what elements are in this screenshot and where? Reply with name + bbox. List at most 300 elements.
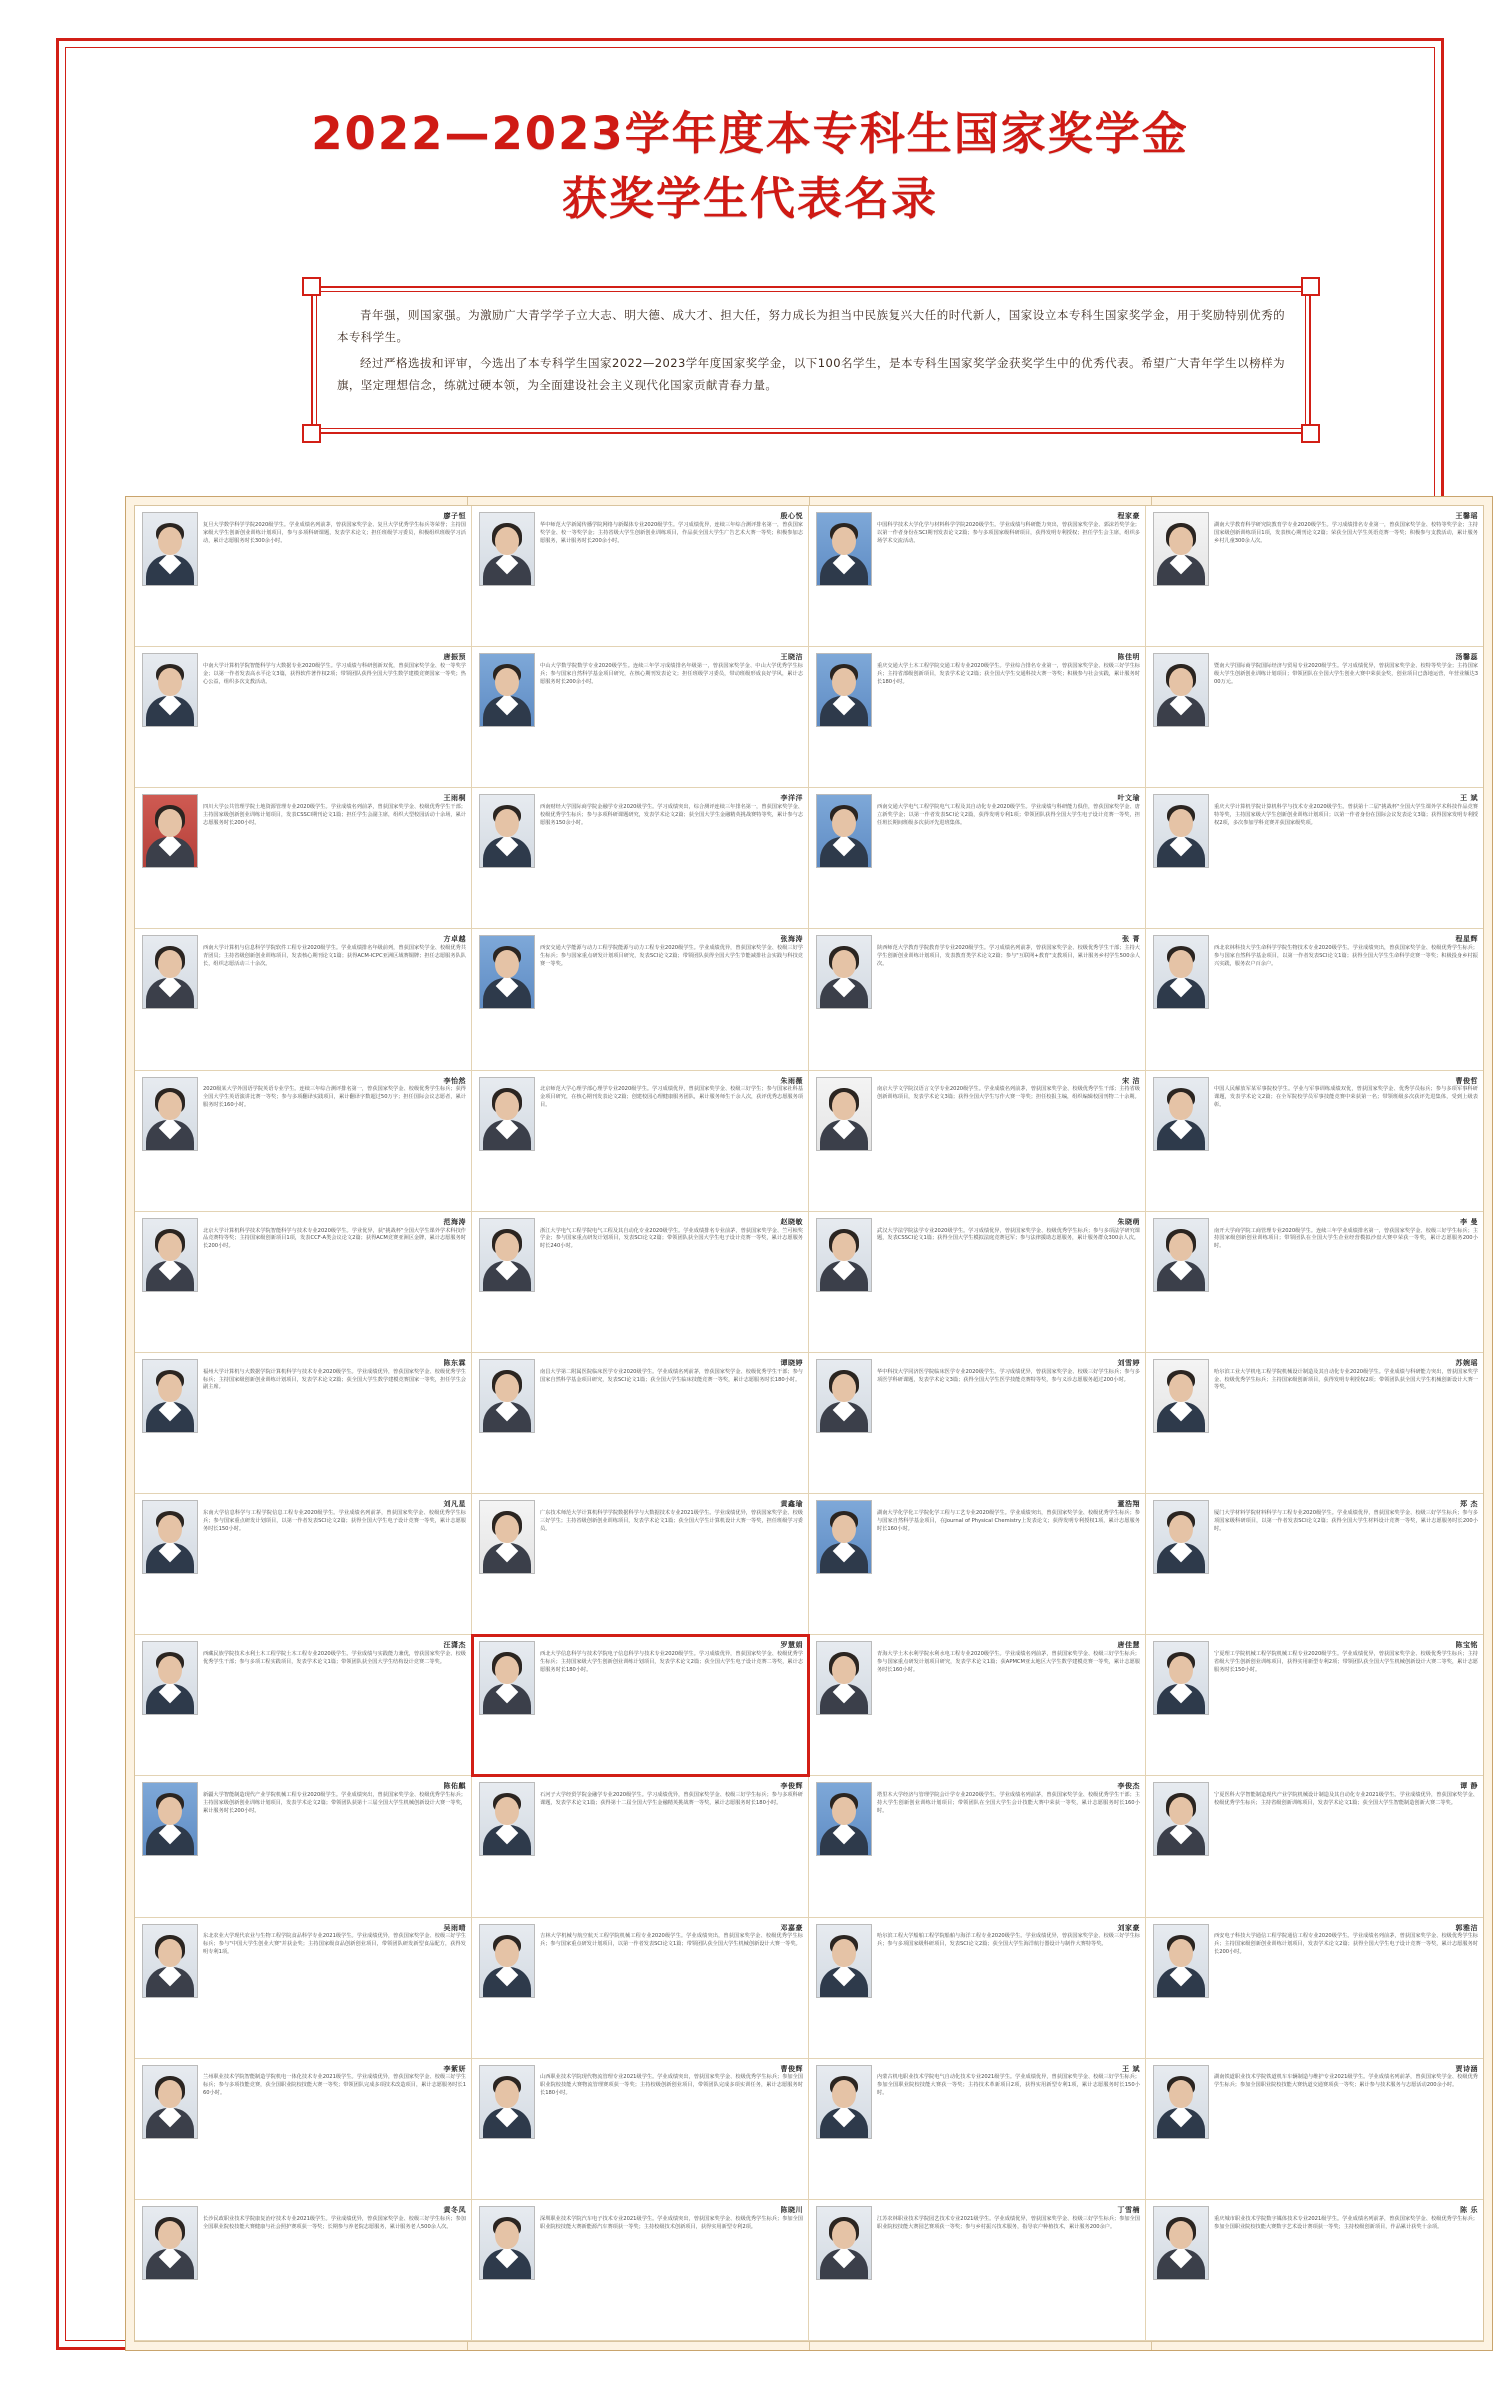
student-name: 方卓越 bbox=[443, 935, 466, 944]
portrait-head bbox=[832, 1374, 856, 1402]
student-description: 西安电子科技大学通信工程学院通信工程专业2020级学生。学业成绩名列前茅，曾获国家奖学金、校级优秀学生标兵；主持国家级创新创业训练计划项目，发表学术论文2篇；获得全国大学生电子设计竞赛一等奖，累计志愿服务时长200小时。 bbox=[1214, 1933, 1478, 1956]
student-name: 谭晓婷 bbox=[780, 1358, 803, 1367]
student-text-block bbox=[540, 2206, 803, 2335]
portrait-head bbox=[495, 527, 519, 555]
student-name: 李俊辉 bbox=[780, 1782, 803, 1791]
portrait-head bbox=[1169, 1374, 1193, 1402]
intro-paragraph-1: 青年强，则国家强。为激励广大青学学子立大志、明大德、成大才、担大任，努力成长为担当中民族复兴大任的时代新人，国家设立本专科生国家奖学金，用于奖励特别优秀的本专科学生。 bbox=[337, 308, 1285, 345]
student-card bbox=[135, 1212, 472, 1353]
student-card bbox=[809, 506, 1146, 647]
student-portrait-photo bbox=[142, 512, 198, 586]
student-card bbox=[809, 2200, 1146, 2341]
portrait-head bbox=[495, 668, 519, 696]
student-card bbox=[1146, 506, 1483, 647]
portrait-head bbox=[495, 1797, 519, 1825]
student-description: 华中师范大学新闻传播学院网络与新媒体专业2020级学生。学习成绩优异，连续三年综合测评排名第一，曾获国家奖学金、校一等奖学金；主持省级大学生创新创业训练项目，作品获全国大学生广告艺术大赛一等奖；积极参加志愿服务，累计服务时长200余小时。 bbox=[540, 521, 803, 544]
student-text-block bbox=[540, 1359, 803, 1488]
student-portrait-photo bbox=[142, 1077, 198, 1151]
student-text-block bbox=[877, 653, 1140, 782]
student-name: 程星辉 bbox=[1455, 935, 1478, 944]
student-portrait-photo bbox=[1153, 2065, 1209, 2139]
document-red-border bbox=[56, 38, 1478, 2350]
student-name: 丁雪楠 bbox=[1117, 2205, 1140, 2214]
title-line-2: 获奖学生代表名录 bbox=[561, 172, 938, 226]
student-text-block bbox=[540, 1218, 803, 1347]
student-description: 湖南大学教育科学研究院教育学专业2020级学生。学习成绩排名专业第一，曾获国家奖学金、校特等奖学金；主持国家级创新训练项目1项，发表核心期刊论文2篇；荣获全国大学生英语竞赛一等奖；积极参与支教活动，累计服务乡村儿童300余人次。 bbox=[1214, 521, 1478, 544]
student-card bbox=[135, 1353, 472, 1494]
student-card bbox=[472, 1776, 809, 1917]
student-card bbox=[472, 647, 809, 788]
portrait-head bbox=[832, 1656, 856, 1684]
portrait-head bbox=[1169, 809, 1193, 837]
corner-ornament-top-right bbox=[1301, 277, 1320, 296]
student-text-block bbox=[1214, 1359, 1478, 1488]
student-grid bbox=[134, 505, 1484, 2342]
student-card bbox=[472, 506, 809, 647]
student-text-block bbox=[203, 1641, 466, 1770]
student-description: 南开大学商学院工商管理专业2020级学生。连续三年学业成绩排名第一，曾获国家奖学金、校级三好学生标兵；主持国家级创新创业训练项目；带领团队在全国大学生企业经营模拟沙盘大赛中荣获一等奖，累计志愿服务200小时。 bbox=[1214, 1227, 1478, 1250]
student-text-block bbox=[540, 2065, 803, 2194]
student-card bbox=[472, 1635, 809, 1776]
student-name: 李紫妍 bbox=[443, 2064, 466, 2073]
student-description: 西南交通大学电气工程学院电气工程及其自动化专业2020级学生。学业成绩与科研能力俱佳，曾获国家奖学金、唐立新奖学金；以第一作者发表SCI论文2篇，获得发明专利1项；带领团队获得全国大学生电子设计竞赛一等奖，担任班长期间班级多次获评先进班集体。 bbox=[877, 804, 1140, 826]
student-card bbox=[472, 2200, 809, 2341]
student-portrait-photo bbox=[479, 512, 535, 586]
student-description: 2020级某大学外国语学院英语专业学生。连续三年综合测评排名第一，曾获国家奖学金、校级优秀学生标兵；获得全国大学生英语演讲比赛一等奖；参与多项翻译实践项目，累计翻译字数超过50万字；担任国际会议志愿者，累计服务时长160小时。 bbox=[203, 1086, 466, 1109]
student-card bbox=[472, 788, 809, 929]
student-text-block bbox=[877, 1500, 1140, 1629]
student-portrait-photo bbox=[142, 2206, 198, 2280]
student-description: 四川大学公共管理学院土地资源管理专业2020级学生。学业成绩名列前茅，曾获国家奖学金、校级优秀学生干部；主持国家级创新创业训练计划项目，发表CSSCI期刊论文1篇；担任学生会副主席，组织大型校园活动十余场，累计志愿服务时长200小时。 bbox=[203, 804, 466, 826]
student-portrait-photo bbox=[479, 1218, 535, 1292]
student-portrait-photo bbox=[816, 1359, 872, 1433]
student-portrait-photo bbox=[1153, 794, 1209, 868]
student-portrait-photo bbox=[816, 653, 872, 727]
student-description: 厦门大学材料学院材料科学与工程专业2020级学生。学业成绩优异，曾获国家奖学金、校级三好学生标兵；参与多项国家级科研项目，以第一作者发表SCI论文2篇；获得全国大学生材料设计竞赛一等奖，累计志愿服务时长200小时。 bbox=[1214, 1509, 1478, 1532]
student-text-block bbox=[1214, 1077, 1478, 1206]
student-card bbox=[809, 788, 1146, 929]
student-name: 王晓洁 bbox=[780, 653, 803, 662]
student-text-block bbox=[203, 1077, 466, 1206]
intro-text bbox=[337, 304, 1285, 420]
student-portrait-photo bbox=[816, 1218, 872, 1292]
student-name: 殷心悦 bbox=[780, 512, 803, 520]
student-name: 刘雪婷 bbox=[1117, 1358, 1140, 1367]
intro-box bbox=[311, 286, 1311, 434]
student-text-block bbox=[877, 1359, 1140, 1488]
student-description: 长沙民政职业技术学院康复治疗技术专业2021级学生。学业成绩优异，曾获国家奖学金、校级三好学生标兵；参加全国职业院校技能大赛健康与社会照护赛项获一等奖；长期参与养老院志愿服务，累计服务老人500余人次。 bbox=[203, 2215, 466, 2230]
student-card bbox=[1146, 929, 1483, 1070]
portrait-head bbox=[832, 668, 856, 696]
student-portrait-photo bbox=[142, 1782, 198, 1856]
student-text-block bbox=[203, 653, 466, 782]
student-description: 哈尔滨工程大学船舶工程学院船舶与海洋工程专业2020级学生。学业成绩优异，曾获国家奖学金、校级三好学生标兵；参与多项国家级科研项目，发表SCI论文2篇；获全国大学生海洋航行器设计与制作大赛特等奖。 bbox=[877, 1933, 1140, 1948]
portrait-head bbox=[1169, 1797, 1193, 1825]
portrait-head bbox=[1169, 1656, 1193, 1684]
portrait-head bbox=[832, 1797, 856, 1825]
portrait-head bbox=[1169, 1092, 1193, 1120]
student-name: 陈 乐 bbox=[1460, 2205, 1478, 2214]
student-description: 青海大学土木水利学院水利水电工程专业2020级学生。学业成绩名列前茅，曾获国家奖学金、校级三好学生标兵；参与国家重点研发计划项目研究，发表学术论文1篇；获APMCM亚太地区大学生数学建模竞赛一等奖，累计志愿服务时长160小时。 bbox=[877, 1650, 1140, 1673]
student-portrait-photo bbox=[479, 1782, 535, 1856]
portrait-head bbox=[158, 1939, 182, 1967]
student-name: 黄冬凤 bbox=[443, 2205, 466, 2214]
student-text-block bbox=[540, 1077, 803, 1206]
portrait-head bbox=[1169, 2080, 1193, 2108]
student-description: 内蒙古机电职业技术学院电气自动化技术专业2021级学生。学业成绩优异，曾获国家奖学金、校级三好学生标兵；参加全国职业院校技能大赛获一等奖；主持技术革新项目2项，获得实用新型专利1项，累计志愿服务时长150小时。 bbox=[877, 2074, 1140, 2097]
portrait-head bbox=[832, 2080, 856, 2108]
student-portrait-photo bbox=[142, 1500, 198, 1574]
student-portrait-photo bbox=[142, 794, 198, 868]
student-portrait-photo bbox=[816, 1924, 872, 1998]
student-portrait-photo bbox=[479, 1924, 535, 1998]
student-text-block bbox=[1214, 1641, 1478, 1770]
student-description: 东南大学信息科学与工程学院信息工程专业2020级学生。学业成绩名列前茅，曾获国家奖学金、校级优秀学生标兵；参与国家重点研发计划项目，以第一作者发表SCI论文2篇；获得全国大学生电子设计竞赛一等奖，累计志愿服务时长150小时。 bbox=[203, 1509, 466, 1532]
student-card bbox=[1146, 1776, 1483, 1917]
student-card bbox=[809, 647, 1146, 788]
portrait-head bbox=[832, 950, 856, 978]
portrait-head bbox=[832, 1515, 856, 1543]
student-name: 张海涛 bbox=[780, 935, 803, 944]
student-portrait-photo bbox=[142, 1359, 198, 1433]
portrait-head bbox=[832, 1233, 856, 1261]
student-card bbox=[472, 929, 809, 1070]
student-description: 重庆交通大学土木工程学院交通工程专业2020级学生。学业综合排名专业第一，曾获国家奖学金、校级三好学生标兵；主持省部级创新项目，发表学术论文2篇；获全国大学生交通科技大赛一等奖；积极参与社会实践，累计服务时长180小时。 bbox=[877, 662, 1140, 685]
student-card bbox=[472, 2059, 809, 2200]
student-card bbox=[472, 1494, 809, 1635]
student-description: 塔里木大学经济与管理学院会计学专业2020级学生。学业成绩名列前茅，曾获国家奖学金、校级优秀学生干部；主持大学生创新创业训练计划项目；带领团队在全国大学生会计技能大赛中荣获一等奖，累计志愿服务时长160小时。 bbox=[877, 1792, 1140, 1814]
student-text-block bbox=[203, 1782, 466, 1911]
student-card bbox=[809, 1776, 1146, 1917]
student-description: 新疆大学智能制造现代产业学院机械工程专业2020级学生。学业成绩突出，曾获国家奖学金、校级优秀学生标兵；主持国家级创新创业训练计划项目，发表学术论文2篇；带领团队获第十三届全国大学生机械创新设计大赛一等奖，累计服务时长200小时。 bbox=[203, 1792, 466, 1814]
student-description: 复旦大学数学科学学院2020级学生。学业成绩名列前茅，曾获国家奖学金、复旦大学优秀学生标兵等荣誉；主持国家级大学生创新创业训练计划项目，参与多项科研课题，发表学术论文；担任班级学习委员，积极组织班级学习活动，累计志愿服务时长300余小时。 bbox=[203, 521, 466, 544]
student-description: 武汉大学法学院法学专业2020级学生。学习成绩优异，曾获国家奖学金、校级优秀学生标兵；参与多项法学研究课题，发表CSSCI论文1篇；获得全国大学生模拟法庭竞赛冠军；参与法律援助志愿服务，累计服务群众300余人次。 bbox=[877, 1227, 1140, 1242]
student-card bbox=[1146, 2200, 1483, 2341]
student-name: 刘凡星 bbox=[443, 1500, 466, 1509]
portrait-head bbox=[158, 1656, 182, 1684]
student-description: 中国科学技术大学化学与材料科学学院2020级学生。学业成绩与科研能力突出，曾获国家奖学金、郭沫若奖学金；以第一作者身份在SCI期刊发表论文2篇；参与多项国家级科研项目，获得发明专利授权；担任学生会主席，组织多场学术交流活动。 bbox=[877, 521, 1140, 544]
student-portrait-photo bbox=[479, 653, 535, 727]
student-portrait-photo bbox=[479, 935, 535, 1009]
student-text-block bbox=[877, 2065, 1140, 2194]
student-name: 王馨瑶 bbox=[1455, 512, 1478, 520]
student-card bbox=[135, 929, 472, 1070]
student-text-block bbox=[877, 1077, 1140, 1206]
student-name: 张 菁 bbox=[1122, 935, 1140, 944]
student-name: 陈东霖 bbox=[443, 1358, 466, 1367]
student-name: 曹俊哲 bbox=[1455, 1076, 1478, 1085]
student-description: 暨南大学国际商学院国际经济与贸易专业2020级学生。学习成绩优异，曾获国家奖学金、校特等奖学金；主持国家级大学生创新创业训练计划项目；带领团队在全国大学生创业大赛中荣获金奖，创业项目已落地运营，年营业额达300万元。 bbox=[1214, 662, 1478, 685]
student-text-block bbox=[540, 935, 803, 1064]
student-name: 廖子恒 bbox=[443, 512, 466, 520]
student-text-block bbox=[203, 1500, 466, 1629]
student-text-block bbox=[540, 653, 803, 782]
student-card bbox=[809, 2059, 1146, 2200]
student-description: 宁夏医科大学智能制造现代产业学院机械设计制造及其自动化专业2021级学生。学业成绩优异，曾获国家奖学金、校级优秀学生标兵；主持省级创新训练项目，发表学术论文1篇；获全国大学生智能制造创新大赛二等奖。 bbox=[1214, 1792, 1478, 1807]
student-portrait-photo bbox=[142, 653, 198, 727]
student-description: 湖南大学化学化工学院化学工程与工艺专业2020级学生。学业成绩突出，曾获国家奖学金、校级优秀学生标兵；参与国家自然科学基金项目，在Journal of Physical Chemistry上发表论文；获得发明专利授权1项，累计志愿服务时长160小时。 bbox=[877, 1509, 1140, 1532]
student-name: 王 斌 bbox=[1460, 794, 1478, 803]
portrait-head bbox=[832, 1939, 856, 1967]
portrait-head bbox=[832, 1092, 856, 1120]
student-name: 曹俊辉 bbox=[780, 2064, 803, 2073]
student-card bbox=[135, 1494, 472, 1635]
student-name: 陈佑麒 bbox=[443, 1782, 466, 1791]
student-card bbox=[135, 506, 472, 647]
student-portrait-photo bbox=[479, 2065, 535, 2139]
student-name: 陈佳明 bbox=[1117, 653, 1140, 662]
student-text-block bbox=[1214, 935, 1478, 1064]
corner-ornament-bottom-right bbox=[1301, 424, 1320, 443]
student-name: 王 斌 bbox=[1122, 2064, 1140, 2073]
student-card bbox=[135, 788, 472, 929]
student-description: 陕西师范大学教育学院教育学专业2020级学生。学习成绩名列前茅，曾获国家奖学金、校级优秀学生干部；主持大学生创新创业训练计划项目，发表教育类学术论文2篇；参与"互联网+教育"支教项目，累计服务乡村学生500余人次。 bbox=[877, 945, 1140, 968]
portrait-head bbox=[158, 1374, 182, 1402]
student-text-block bbox=[877, 2206, 1140, 2335]
student-card bbox=[472, 1353, 809, 1494]
student-portrait-photo bbox=[816, 1782, 872, 1856]
portrait-head bbox=[158, 2080, 182, 2108]
portrait-head bbox=[495, 950, 519, 978]
portrait-head bbox=[495, 809, 519, 837]
student-card bbox=[1146, 2059, 1483, 2200]
student-text-block bbox=[1214, 2065, 1478, 2194]
student-portrait-photo bbox=[1153, 1359, 1209, 1433]
student-name: 谭 静 bbox=[1460, 1782, 1478, 1791]
student-card bbox=[135, 647, 472, 788]
student-name: 王雨桐 bbox=[443, 794, 466, 803]
student-portrait-photo bbox=[142, 1924, 198, 1998]
portrait-head bbox=[1169, 668, 1193, 696]
student-portrait-photo bbox=[816, 794, 872, 868]
portrait-head bbox=[495, 1515, 519, 1543]
student-text-block bbox=[540, 1641, 803, 1770]
student-name: 赵晓敏 bbox=[780, 1217, 803, 1226]
student-description: 湖南铁道职业技术学院铁道机车车辆制造与维护专业2021级学生。学业成绩名列前茅，曾获国家奖学金、校级优秀学生标兵；参加全国职业院校技能大赛轨道交通赛项获一等奖；累计参与技术服务与志愿活动200余小时。 bbox=[1214, 2074, 1478, 2089]
student-card bbox=[135, 2200, 472, 2341]
student-name: 罗慧娟 bbox=[780, 1641, 803, 1650]
student-text-block bbox=[1214, 1500, 1478, 1629]
student-description: 山西职业技术学院现代物流管理专业2021级学生。学业成绩突出，曾获国家奖学金、校级优秀学生标兵；参加全国职业院校技能大赛物流管理赛项获一等奖；主持校级创新创业项目，带领团队完成多项实训任务，累计志愿服务时长180小时。 bbox=[540, 2074, 803, 2097]
student-text-block bbox=[203, 1359, 466, 1488]
student-portrait-photo bbox=[479, 1500, 535, 1574]
portrait-head bbox=[495, 2221, 519, 2249]
student-text-block bbox=[1214, 794, 1478, 923]
portrait-head bbox=[158, 1092, 182, 1120]
student-text-block bbox=[877, 1641, 1140, 1770]
student-portrait-photo bbox=[1153, 1641, 1209, 1715]
portrait-head bbox=[495, 1233, 519, 1261]
student-description: 西安交通大学能源与动力工程学院能源与动力工程专业2020级学生。学业成绩优异，曾获国家奖学金、校级三好学生标兵；参与国家重点研发计划项目研究，发表SCI论文2篇；带领团队获得全国大学生节能减排社会实践与科技竞赛一等奖。 bbox=[540, 945, 803, 968]
student-name: 陈宝铭 bbox=[1455, 1641, 1478, 1650]
portrait-head bbox=[1169, 1939, 1193, 1967]
student-description: 吉林大学机械与航空航天工程学院机械工程专业2020级学生。学业成绩突出，曾获国家奖学金、校级优秀学生标兵；参与国家重点研发计划项目，以第一作者发表SCI论文1篇；带领团队获全国大学生机械创新设计大赛一等奖。 bbox=[540, 1933, 803, 1948]
student-card bbox=[809, 1353, 1146, 1494]
student-grid-panel bbox=[125, 496, 1493, 2351]
student-name: 程家豪 bbox=[1117, 512, 1140, 520]
student-card bbox=[135, 1776, 472, 1917]
student-text-block bbox=[1214, 2206, 1478, 2335]
student-portrait-photo bbox=[816, 1641, 872, 1715]
student-text-block bbox=[203, 794, 466, 923]
student-portrait-photo bbox=[816, 2206, 872, 2280]
student-description: 中南大学计算机学院智能科学与大数据专业2020级学生。学习成绩与科研创新双优，曾获国家奖学金、校一等奖学金；以第一作者发表高水平论文3篇，获得软件著作权2项；带领团队获得全国大学生数学建模竞赛国家一等奖；热心公益，组织多次支教活动。 bbox=[203, 662, 466, 685]
student-card bbox=[472, 1071, 809, 1212]
student-name: 李怡然 bbox=[443, 1076, 466, 1085]
student-description: 兰州职业技术学院智能制造学院机电一体化技术专业2021级学生。学业成绩优异，曾获国家奖学金、校级三好学生标兵；参与多项技能竞赛，获全国职业院校技能大赛一等奖；带领团队完成多项技术改造项目，累计志愿服务时长160小时。 bbox=[203, 2074, 466, 2097]
intro-paragraph-2: 经过严格选拔和评审，今选出了本专科学生国家2022—2023学年度国家奖学金，以下100名学生，是本专科生国家奖学金获奖学生中的优秀代表。希望广大青年学生以榜样为旗，坚定理想信念，练就过硬本领，为全面建设社会主义现代化国家贡献青春力量。 bbox=[337, 355, 1285, 393]
student-text-block bbox=[203, 1924, 466, 2053]
student-portrait-photo bbox=[1153, 1077, 1209, 1151]
portrait-head bbox=[832, 527, 856, 555]
portrait-head bbox=[158, 950, 182, 978]
student-card bbox=[472, 1212, 809, 1353]
student-name: 朱雨薇 bbox=[780, 1076, 803, 1085]
student-text-block bbox=[540, 794, 803, 923]
portrait-head bbox=[1169, 1515, 1193, 1543]
title-line-1: 2022—2023学年度本专科生国家奖学金 bbox=[311, 107, 1189, 160]
student-description: 石河子大学经贸学院金融学专业2020级学生。学习成绩优异，曾获国家奖学金、校级三好学生标兵；参与多项科研课题，发表学术论文1篇；获得第十二届全国大学生金融精英挑战赛一等奖，累计志愿服务时长180小时。 bbox=[540, 1792, 803, 1807]
student-description: 华中科技大学同济医学院临床医学专业2020级学生。学习成绩优异，曾获国家奖学金、校级三好学生标兵；参与多项医学科研课题，发表学术论文3篇；获得全国大学生医学技能竞赛特等奖，参与义诊志愿服务超过200小时。 bbox=[877, 1368, 1140, 1383]
student-portrait-photo bbox=[1153, 1782, 1209, 1856]
student-portrait-photo bbox=[1153, 1924, 1209, 1998]
student-portrait-photo bbox=[142, 1641, 198, 1715]
student-card bbox=[472, 1918, 809, 2059]
student-description: 浙江大学电气工程学院电气工程及其自动化专业2020级学生。学业成绩排名专业前茅，曾获国家奖学金、竺可桢奖学金；参与国家重点研发计划项目，发表SCI论文2篇；带领团队获全国大学生电子设计竞赛一等奖，累计志愿服务时长240小时。 bbox=[540, 1227, 803, 1250]
student-text-block bbox=[877, 1782, 1140, 1911]
student-name: 李 曼 bbox=[1460, 1217, 1478, 1226]
portrait-head bbox=[1169, 527, 1193, 555]
student-description: 江苏农林职业技术学院园艺技术专业2021级学生。学业成绩优异，曾获国家奖学金、校级三好学生标兵；参加全国职业院校技能大赛园艺赛项获一等奖；参与乡村振兴技术服务，指导农户种植技术，累计服务200余户。 bbox=[877, 2215, 1140, 2230]
portrait-head bbox=[832, 2221, 856, 2249]
student-description: 西藏民族学院技术水利土木工程学院土木工程专业2020级学生。学业成绩与实践能力兼优，曾获国家奖学金、校级优秀学生干部；参与多项工程实践项目，发表学术论文1篇；带领团队获全国大学生结构设计竞赛二等奖。 bbox=[203, 1650, 466, 1665]
student-name: 叶文瑜 bbox=[1117, 794, 1140, 803]
student-portrait-photo bbox=[816, 2065, 872, 2139]
student-portrait-photo bbox=[479, 2206, 535, 2280]
portrait-head bbox=[158, 1233, 182, 1261]
student-text-block bbox=[1214, 1782, 1478, 1911]
student-name: 贾诗涵 bbox=[1455, 2064, 1478, 2073]
student-name: 苏婉瑶 bbox=[1455, 1358, 1478, 1367]
student-description: 中国人民解放军某军事院校学生。学业与军事训练成绩双优，曾获国家奖学金、优秀学员标兵；参与多项军事科研课题，发表学术论文2篇；在全军院校学员军事技能竞赛中荣获第一名；带领班级多次获评先进集体，受到上级表彰。 bbox=[1214, 1086, 1478, 1109]
student-portrait-photo bbox=[816, 1500, 872, 1574]
student-name: 董浩翔 bbox=[1117, 1500, 1140, 1509]
student-portrait-photo bbox=[1153, 1218, 1209, 1292]
portrait-head bbox=[1169, 2221, 1193, 2249]
student-name: 李俊杰 bbox=[1117, 1782, 1140, 1791]
student-card bbox=[135, 1918, 472, 2059]
student-description: 广东技术师范大学计算机科学学院数据科学与大数据技术专业2021级学生。学业成绩优异，曾获国家奖学金、校级三好学生；主持省级创新创业训练项目，发表学术论文1篇；获全国大学生计算机设计大赛一等奖，担任班级学习委员。 bbox=[540, 1509, 803, 1532]
portrait-head bbox=[1169, 950, 1193, 978]
student-name: 黄鑫瑜 bbox=[780, 1500, 803, 1509]
student-description: 北京师范大学心理学部心理学专业2020级学生。学习成绩优异，曾获国家奖学金、校级三好学生；参与国家社科基金项目研究，在核心期刊发表论文2篇；创建校园心理健康服务团队，累计服务师生千余人次，获评优秀志愿服务项目。 bbox=[540, 1086, 803, 1109]
student-portrait-photo bbox=[1153, 2206, 1209, 2280]
student-text-block bbox=[877, 794, 1140, 923]
student-name: 汤馨蕊 bbox=[1455, 653, 1478, 662]
page-title bbox=[59, 101, 1441, 232]
student-card bbox=[1146, 1918, 1483, 2059]
student-portrait-photo bbox=[479, 1359, 535, 1433]
student-text-block bbox=[203, 2206, 466, 2335]
student-portrait-photo bbox=[142, 1218, 198, 1292]
portrait-head bbox=[495, 1656, 519, 1684]
student-name: 唐佳慧 bbox=[1117, 1641, 1140, 1650]
student-card bbox=[1146, 1212, 1483, 1353]
student-text-block bbox=[877, 1924, 1140, 2053]
student-card bbox=[809, 1212, 1146, 1353]
portrait-head bbox=[158, 1797, 182, 1825]
student-text-block bbox=[540, 512, 803, 641]
student-card bbox=[809, 1494, 1146, 1635]
student-name: 宋 洁 bbox=[1122, 1076, 1140, 1085]
student-description: 南昌大学第二附属医院临床医学专业2020级学生。学业成绩名列前茅，曾获国家奖学金、校级优秀学生干部；参与国家自然科学基金项目研究，发表SCI论文1篇；获全国大学生临床技能竞赛一等奖，累计志愿服务时长180小时。 bbox=[540, 1368, 803, 1383]
student-text-block bbox=[203, 512, 466, 641]
student-text-block bbox=[1214, 512, 1478, 641]
student-card bbox=[135, 2059, 472, 2200]
student-description: 北京大学计算机科学技术学院智能科学与技术专业2020级学生。学业优异，获"挑战杯"全国大学生课外学术科技作品竞赛特等奖；主持国家级创新项目1项，发表CCF-A类会议论文2篇；获得ACM竞赛亚洲区金牌，累计志愿服务时长200小时。 bbox=[203, 1227, 466, 1250]
student-name: 汪潇杰 bbox=[443, 1641, 466, 1650]
student-portrait-photo bbox=[816, 1077, 872, 1151]
portrait-head bbox=[158, 2221, 182, 2249]
portrait-head bbox=[158, 809, 182, 837]
student-text-block bbox=[1214, 653, 1478, 782]
student-portrait-photo bbox=[142, 935, 198, 1009]
portrait-head bbox=[495, 1092, 519, 1120]
portrait-head bbox=[495, 2080, 519, 2108]
student-text-block bbox=[1214, 1218, 1478, 1347]
student-description: 重庆大学计算机学院计算机科学与技术专业2020级学生。曾获第十二届"挑战杯"全国大学生课外学术科技作品竞赛特等奖，主持国家级大学生创新创业训练计划项目；以第一作者身份在国际会议发表论文3篇；获得国家发明专利授权2项，多次参加学科竞赛并获国家级奖项。 bbox=[1214, 804, 1478, 826]
student-card bbox=[1146, 1353, 1483, 1494]
student-description: 重庆城市职业技术学院数字媒体技术专业2021级学生。学业成绩名列前茅，曾获国家奖学金、校级优秀学生标兵；参加全国职业院校技能大赛数字艺术设计赛项获一等奖；主持校级创新项目，作品累计获奖十余项。 bbox=[1214, 2215, 1478, 2230]
student-portrait-photo bbox=[479, 794, 535, 868]
student-text-block bbox=[1214, 1924, 1478, 2053]
student-portrait-photo bbox=[1153, 512, 1209, 586]
student-portrait-photo bbox=[479, 1641, 535, 1715]
student-card bbox=[1146, 647, 1483, 788]
student-card bbox=[1146, 1635, 1483, 1776]
student-name: 邓嘉豪 bbox=[780, 1923, 803, 1932]
student-name: 朱晓萌 bbox=[1117, 1217, 1140, 1226]
student-description: 深圳职业技术学院汽车电子技术专业2021级学生。学业成绩突出，曾获国家奖学金、校级优秀学生标兵；参加全国职业院校技能大赛新能源汽车赛项获一等奖；主持校级技术创新项目，获得实用新型专利2项。 bbox=[540, 2215, 803, 2230]
student-description: 西南财经大学国际商学院金融学专业2020级学生。学习成绩突出，综合测评连续三年排名第一，曾获国家奖学金、校级优秀学生标兵；参与多项科研课题研究，发表学术论文2篇；获全国大学生金融精英挑战赛特等奖，累计参与志愿服务150余小时。 bbox=[540, 804, 803, 826]
student-name: 郭雅洁 bbox=[1455, 1923, 1478, 1932]
student-card bbox=[1146, 1494, 1483, 1635]
student-description: 东北农业大学现代农业与生物工程学院食品科学专业2021级学生。学业成绩优异，曾获国家奖学金、校级三好学生标兵；参与"中国大学生创业大赛"并获金奖；主持国家级食品创新创业项目，带领团队研发新型食品配方，获得发明专利1项。 bbox=[203, 1933, 466, 1956]
student-description: 西北农林科技大学生命科学学院生物技术专业2020级学生。学业成绩突出，曾获国家奖学金、校级优秀学生标兵；参与国家自然科学基金项目，以第一作者发表SCI论文1篇；获得全国大学生生命科学竞赛一等奖；积极投身乡村振兴实践，服务农户百余户。 bbox=[1214, 945, 1478, 968]
student-portrait-photo bbox=[142, 2065, 198, 2139]
student-name: 陈晓川 bbox=[780, 2205, 803, 2214]
portrait-head bbox=[158, 527, 182, 555]
student-portrait-photo bbox=[1153, 935, 1209, 1009]
student-text-block bbox=[203, 935, 466, 1064]
corner-ornament-top-left bbox=[302, 277, 321, 296]
student-card bbox=[135, 1071, 472, 1212]
student-portrait-photo bbox=[816, 512, 872, 586]
student-card bbox=[1146, 788, 1483, 929]
student-text-block bbox=[540, 1500, 803, 1629]
student-text-block bbox=[877, 935, 1140, 1064]
student-portrait-photo bbox=[479, 1077, 535, 1151]
portrait-head bbox=[158, 1515, 182, 1543]
student-portrait-photo bbox=[1153, 653, 1209, 727]
student-text-block bbox=[540, 1924, 803, 2053]
student-description: 宁夏理工学院机械工程学院机械工程专业2020级学生。学业成绩优异，曾获国家奖学金、校级优秀学生标兵；主持省级大学生创新创业训练项目，获得实用新型专利2项；带领团队获全国大学生机械创新设计大赛二等奖，累计志愿服务时长150小时。 bbox=[1214, 1650, 1478, 1673]
student-name: 李洋洋 bbox=[780, 794, 803, 803]
student-card bbox=[809, 1635, 1146, 1776]
student-description: 哈尔滨工业大学机电工程学院机械设计制造及其自动化专业2020级学生。学业成绩与科研能力突出，曾获国家奖学金、校级优秀学生标兵；主持国家级创新项目，获得发明专利授权2项；带领团队获全国大学生机械创新设计大赛一等奖。 bbox=[1214, 1368, 1478, 1391]
student-card bbox=[135, 1635, 472, 1776]
student-name: 郑 杰 bbox=[1460, 1500, 1478, 1509]
